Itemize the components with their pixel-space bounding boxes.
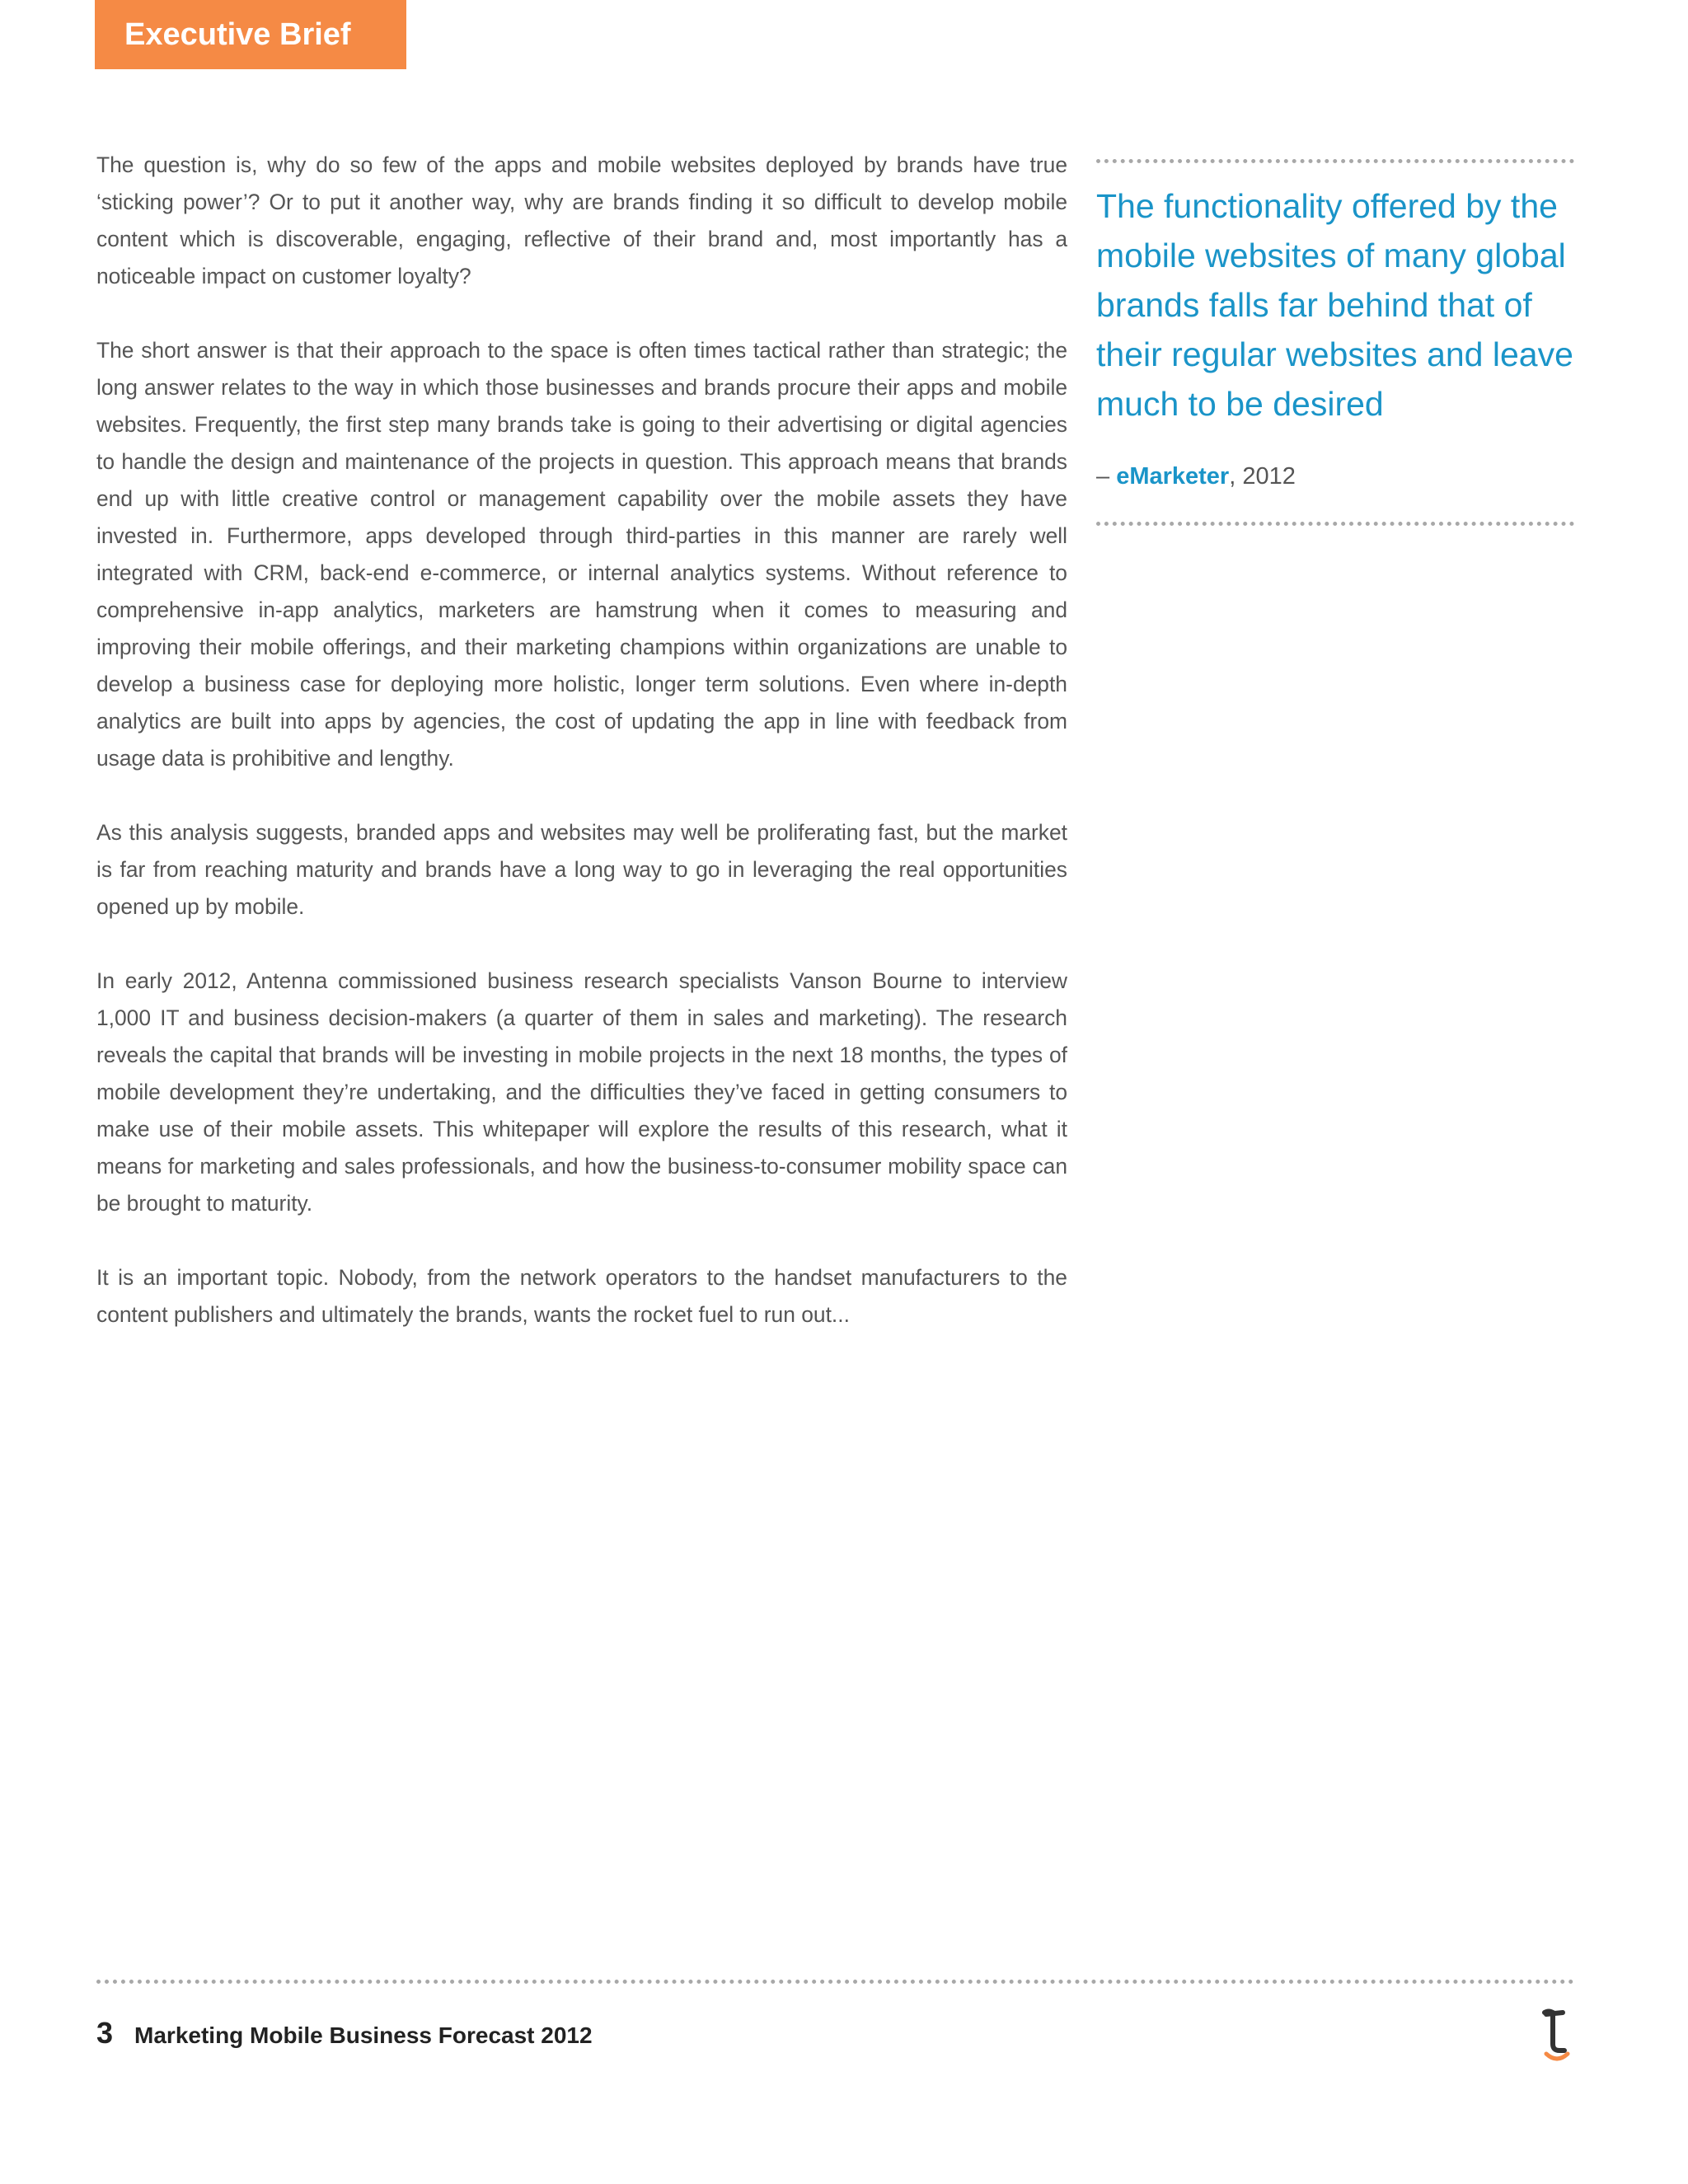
pull-quote-attribution xyxy=(1096,460,1296,493)
page-footer xyxy=(96,2014,593,2052)
section-tab-label: Executive Brief xyxy=(124,17,351,52)
pull-quote-top-divider xyxy=(1096,159,1574,163)
pull-quote-bottom-divider xyxy=(1096,522,1574,526)
pull-quote xyxy=(1096,181,1574,429)
attribution-source: eMarketer xyxy=(1116,463,1230,490)
body-paragraph-1: The question is, why do so few of the apps and mobile websites deployed by brands have true ‘sticking power’? Or to put it another way, why are brands finding it so difficult to develop mobile content which is discoverable, engaging, reflective of their brand and, most importantly has a noticeable impact on customer loyalty? xyxy=(96,152,1067,288)
body-paragraph-5: It is an important topic. Nobody, from the network operators to the handset manufacturers to the content publishers and ultimately the brands, wants the rocket fuel to run out... xyxy=(96,1265,1067,1327)
attribution-dash: – xyxy=(1096,463,1117,490)
body-paragraph-4: In early 2012, Antenna commissioned business research specialists Vanson Bourne to interview 1,000 IT and business decision-makers (a quarter of them in sales and marketing). The research reveals the capital that brands will be investing in mobile projects in the next 18 months, the types of mobile development they’re undertaking, and the difficulties they’ve faced in getting consumers to make use of their mobile assets. This whitepaper will explore the results of this research, what it means for marketing and sales professionals, and how the business-to-consumer mobility space can be brought to maturity. xyxy=(96,968,1067,1216)
body-paragraph-2: The short answer is that their approach to the space is often times tactical rather than strategic; the long answer relates to the way in which those businesses and brands procure their apps and mobile websites. Frequently, the first step many brands take is going to their advertising or digital agencies to handle the design and maintenance of the projects in question. This approach means that brands end up with little creative control or management capability over the mobile assets they have invested in. Furthermore, apps developed through third-parties in this manner are rarely well integrated with CRM, back-end e-commerce, or internal analytics systems. Without reference to comprehensive in-app analytics, marketers are hamstrung when it comes to measuring and improving their mobile offerings, and their marketing champions within organizations are unable to develop a business case for deploying more holistic, longer term solutions. Even where in-depth analytics are built into apps by agencies, the cost of updating the app in line with feedback from usage data is prohibitive and lengthy. xyxy=(96,338,1067,771)
page-number: 3 xyxy=(96,2016,114,2050)
section-tab xyxy=(95,0,406,69)
pull-quote-text: The functionality offered by the mobile websites of many global brands falls far behind that of their regular websites and leave much to be desired xyxy=(1096,187,1573,423)
attribution-year: , 2012 xyxy=(1229,463,1296,490)
antenna-logo-icon xyxy=(1541,2008,1574,2062)
document-title: Marketing Mobile Business Forecast 2012 xyxy=(134,2022,593,2048)
article-body xyxy=(96,147,1067,1333)
body-paragraph-3: As this analysis suggests, branded apps and websites may well be proliferating fast, but the market is far from reaching maturity and brands have a long way to go in leveraging the real opportunities opened up by mobile. xyxy=(96,820,1067,919)
footer-divider xyxy=(96,1980,1574,1984)
